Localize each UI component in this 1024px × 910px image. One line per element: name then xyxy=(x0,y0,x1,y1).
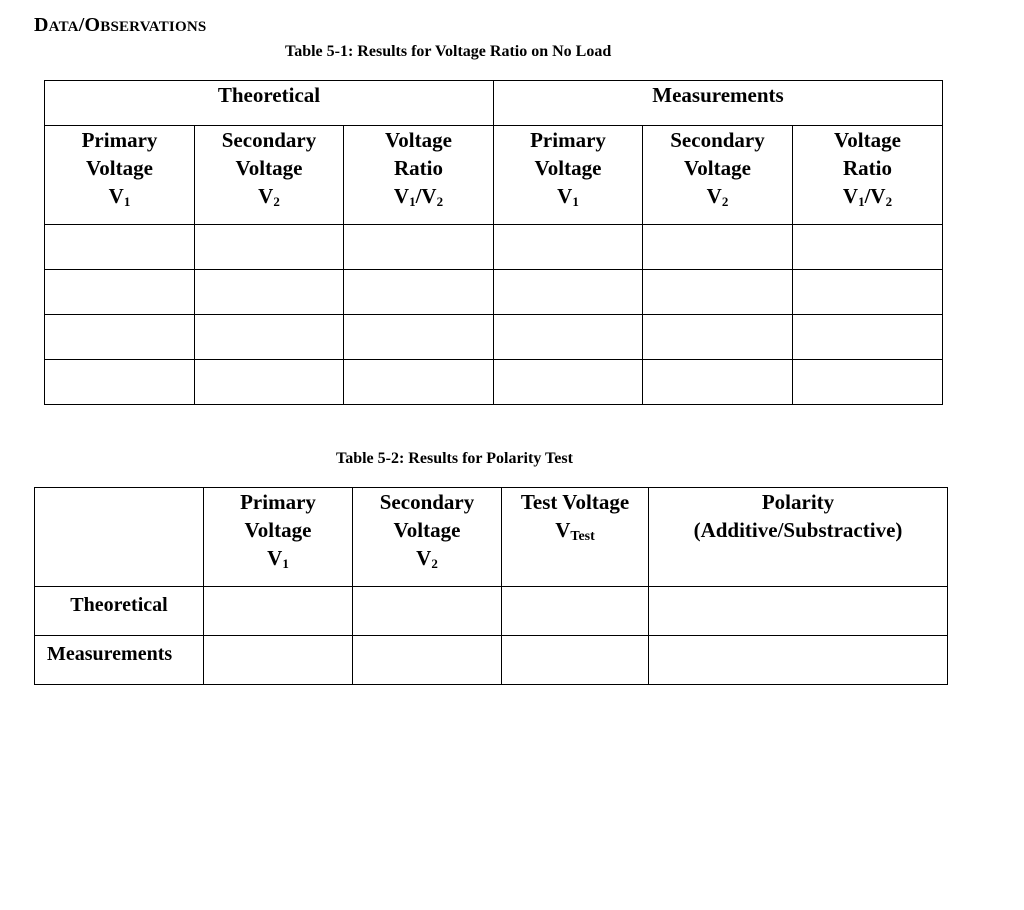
data-cell[interactable] xyxy=(344,270,494,315)
data-cell[interactable] xyxy=(45,360,195,405)
data-cell[interactable] xyxy=(793,270,943,315)
data-cell[interactable] xyxy=(344,360,494,405)
table-row xyxy=(45,225,943,270)
header-line: Voltage xyxy=(244,518,312,542)
table-row xyxy=(35,636,948,685)
header-line: Secondary xyxy=(670,128,765,152)
header-variable: $V_2$ xyxy=(258,184,280,209)
group-header-row xyxy=(45,81,943,126)
col-header-test-voltage xyxy=(502,488,649,587)
header-line: Secondary xyxy=(379,490,475,514)
header-line: Voltage xyxy=(86,156,153,180)
table-row xyxy=(45,360,943,405)
header-line: Voltage xyxy=(834,128,901,152)
header-variable: $V_1$ xyxy=(557,184,579,209)
data-cell[interactable] xyxy=(353,587,502,636)
col-header-polarity xyxy=(649,488,948,587)
data-cell[interactable] xyxy=(793,225,943,270)
header-line: Voltage xyxy=(385,128,452,152)
col-header-primary-voltage xyxy=(204,488,353,587)
data-cell[interactable] xyxy=(45,225,195,270)
col-header-primary-voltage xyxy=(494,126,643,225)
table-row xyxy=(35,587,948,636)
data-cell[interactable] xyxy=(494,225,643,270)
data-cell[interactable] xyxy=(195,360,344,405)
header-line: Polarity xyxy=(761,490,835,514)
data-cell[interactable] xyxy=(494,315,643,360)
col-header-voltage-ratio xyxy=(793,126,943,225)
group-measurements: Measurements xyxy=(494,81,943,126)
column-header-row xyxy=(35,488,948,587)
header-variable: $V_1$ xyxy=(267,546,289,571)
table-5-1 xyxy=(44,80,943,405)
header-line: Test Voltage xyxy=(520,490,630,514)
header-variable: $V_1/V_2$ xyxy=(393,184,444,209)
header-line: Voltage xyxy=(534,156,602,180)
column-header-row xyxy=(45,126,943,225)
col-header-secondary-voltage xyxy=(195,126,344,225)
data-cell[interactable] xyxy=(344,315,494,360)
data-cell[interactable] xyxy=(793,360,943,405)
data-cell[interactable] xyxy=(502,587,649,636)
table-5-2-caption: Table 5-2: Results for Polarity Test xyxy=(336,450,573,467)
col-header-secondary-voltage xyxy=(353,488,502,587)
table-5-1-caption: Table 5-1: Results for Voltage Ratio on No Load xyxy=(285,43,612,60)
header-line: Primary xyxy=(530,128,606,152)
empty-corner-cell xyxy=(35,488,204,587)
table-5-2 xyxy=(34,487,948,685)
data-cell[interactable] xyxy=(195,270,344,315)
data-cell[interactable] xyxy=(643,315,793,360)
header-line: Primary xyxy=(240,490,316,514)
data-cell[interactable] xyxy=(649,636,948,685)
data-cell[interactable] xyxy=(204,587,353,636)
table-row xyxy=(45,315,943,360)
data-cell[interactable] xyxy=(195,225,344,270)
header-line: Voltage xyxy=(684,156,751,180)
group-theoretical: Theoretical xyxy=(45,81,494,126)
data-cell[interactable] xyxy=(195,315,344,360)
header-line: Ratio xyxy=(394,156,443,180)
header-variable: $V_2$ xyxy=(706,184,729,209)
data-cell[interactable] xyxy=(793,315,943,360)
data-cell[interactable] xyxy=(643,225,793,270)
data-cell[interactable] xyxy=(643,270,793,315)
data-cell[interactable] xyxy=(45,270,195,315)
col-header-primary-voltage xyxy=(45,126,195,225)
table-row xyxy=(45,270,943,315)
section-heading: DATA/OBSERVATIONS xyxy=(34,14,207,36)
header-line: Secondary xyxy=(221,128,317,152)
header-line: (Additive/Substractive) xyxy=(693,518,903,542)
header-variable: $V_2$ xyxy=(416,546,438,571)
header-variable: $V_1$ xyxy=(108,184,131,209)
header-line: Primary xyxy=(81,128,158,152)
data-cell[interactable] xyxy=(494,270,643,315)
header-variable: $V_1/V_2$ xyxy=(842,184,893,209)
data-cell[interactable] xyxy=(45,315,195,360)
header-line: Voltage xyxy=(393,518,461,542)
data-cell[interactable] xyxy=(204,636,353,685)
data-cell[interactable] xyxy=(649,587,948,636)
header-line: Ratio xyxy=(843,156,892,180)
row-label-measurements: Measurements xyxy=(35,636,204,685)
data-cell[interactable] xyxy=(353,636,502,685)
data-cell[interactable] xyxy=(494,360,643,405)
row-label-theoretical: Theoretical xyxy=(35,587,204,636)
data-cell[interactable] xyxy=(502,636,649,685)
col-header-voltage-ratio xyxy=(344,126,494,225)
data-cell[interactable] xyxy=(344,225,494,270)
col-header-secondary-voltage xyxy=(643,126,793,225)
data-cell[interactable] xyxy=(643,360,793,405)
header-line: Voltage xyxy=(235,156,303,180)
header-variable: $V_{Test}$ xyxy=(555,518,595,544)
